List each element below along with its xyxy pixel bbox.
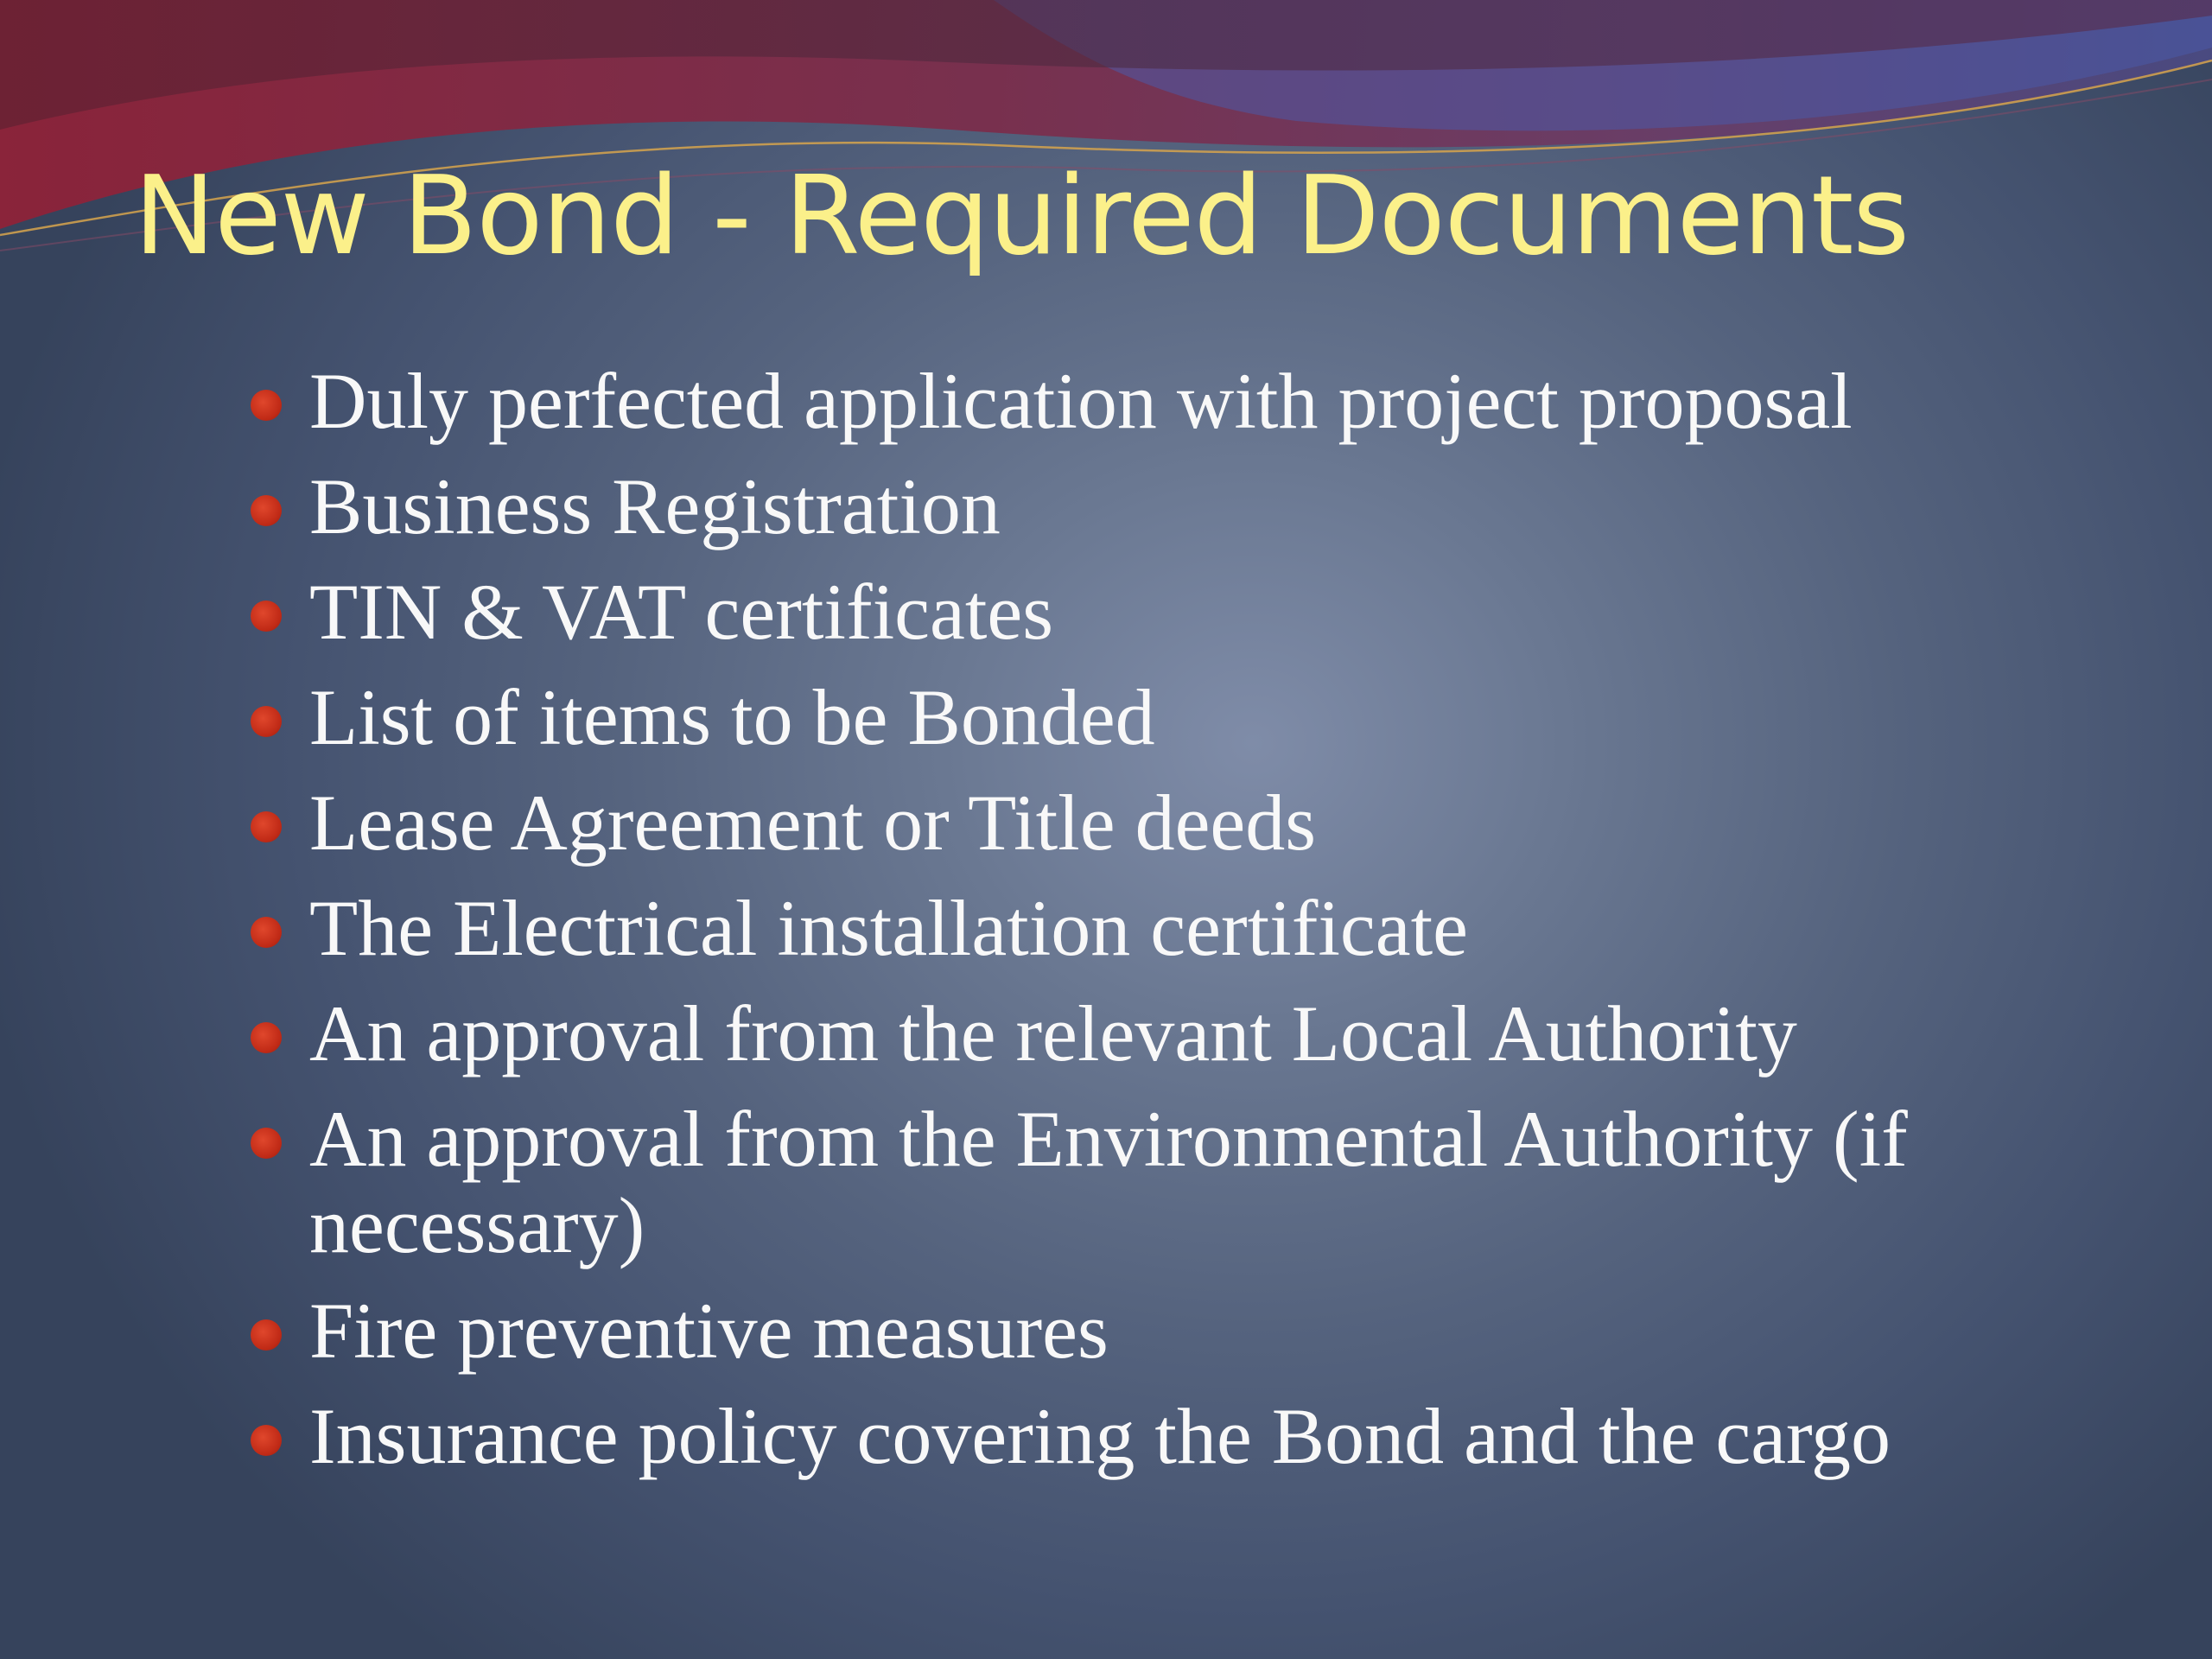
list-item-text: Duly perfected application with project proposal <box>309 357 1853 445</box>
list-item <box>309 463 2072 550</box>
list-item <box>309 674 2072 760</box>
list-item-text: An approval from the Environmental Authority (if necessary) <box>309 1095 1908 1269</box>
list-item <box>309 1287 2072 1374</box>
list-item-text: List of items to be Bonded <box>309 673 1155 761</box>
list-item <box>309 1393 2072 1479</box>
list-item <box>309 569 2072 655</box>
list-item-text: Insurance policy covering the Bond and the cargo <box>309 1392 1891 1480</box>
bullet-icon <box>251 495 282 526</box>
bullet-icon <box>251 1425 282 1456</box>
slide-title: New Bond - Required Documents <box>134 152 1910 279</box>
list-item <box>309 885 2072 971</box>
list-item-text: TIN & VAT certificates <box>309 568 1054 656</box>
list-item <box>309 358 2072 444</box>
bullet-icon <box>251 706 282 737</box>
list-item <box>309 990 2072 1077</box>
bullet-icon <box>251 601 282 632</box>
list-item-text: Business Registration <box>309 462 1001 550</box>
bullet-icon <box>251 1022 282 1053</box>
bullet-icon <box>251 1128 282 1159</box>
list-item-text: The Electrical installation certificate <box>309 884 1468 972</box>
list-item-text: Fire preventive measures <box>309 1287 1109 1375</box>
bullet-icon <box>251 811 282 842</box>
list-item <box>309 1096 2072 1268</box>
list-item-text: An approval from the relevant Local Authority <box>309 989 1797 1077</box>
bullet-icon <box>251 390 282 421</box>
bullet-icon <box>251 917 282 948</box>
bullet-icon <box>251 1319 282 1351</box>
list-item-text: Lease Agreement or Title deeds <box>309 779 1317 867</box>
list-item <box>309 779 2072 866</box>
